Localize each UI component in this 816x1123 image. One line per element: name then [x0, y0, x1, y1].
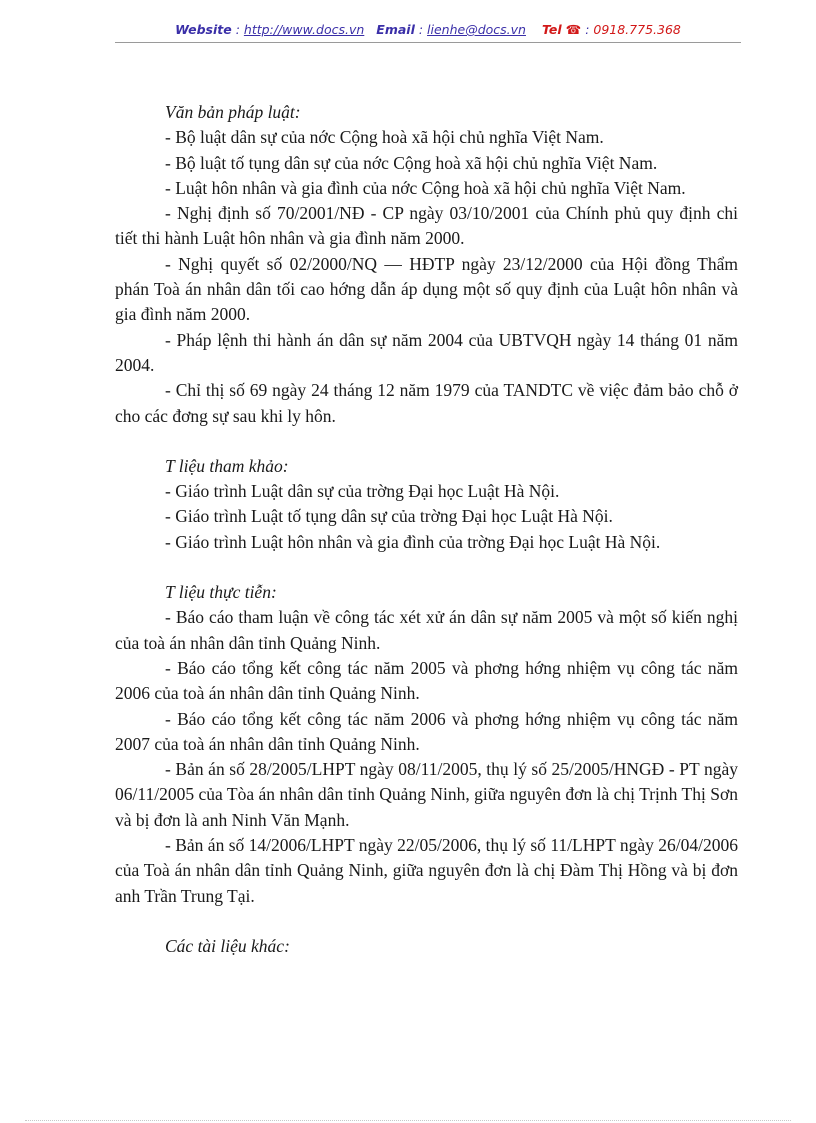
email-label: Email [376, 22, 415, 37]
header-divider [115, 42, 741, 43]
website-label: Website [175, 22, 232, 37]
section-heading-legal: Văn bản pháp luật: [165, 102, 301, 122]
list-item: - Giáo trình Luật tố tụng dân sự của trờng Đại học Luật Hà Nội. [165, 506, 613, 527]
separator: : [418, 22, 428, 37]
list-item: - Báo cáo tham luận về công tác xét xử án dân sự năm 2005 và một số kiến nghị của toà án nhân dân tỉnh Quảng Ninh. [115, 607, 738, 653]
list-item: - Bộ luật dân sự của nớc Cộng hoà xã hội chủ nghĩa Việt Nam. [165, 127, 604, 148]
tel-label: Tel [541, 22, 562, 37]
list-item: - Bộ luật tố tụng dân sự của nớc Cộng hoà xã hội chủ nghĩa Việt Nam. [165, 152, 658, 173]
page-header [115, 22, 741, 42]
website-link[interactable]: http://www.docs.vn [243, 22, 365, 37]
list-item: - Báo cáo tổng kết công tác năm 2005 và phơng hớng nhiệm vụ công tác năm 2006 của toà án nhân dân tỉnh Quảng Ninh. [115, 657, 738, 704]
tel-value: 0918.775.368 [593, 22, 681, 37]
list-item: - Giáo trình Luật dân sự của trờng Đại học Luật Hà Nội. [165, 481, 560, 502]
list-item: - Bản án số 28/2005/LHPT ngày 08/11/2005, thụ lý số 25/2005/HNGĐ - PT ngày 06/11/2005 của Tòa án nhân dân tỉnh Quảng Ninh, giữa nguyên đơn là chị Trịnh Thị Sơn và bị đơn là anh Ninh Văn Mạnh. [115, 759, 738, 830]
list-item: - Pháp lệnh thi hành án dân sự năm 2004 của UBTVQH ngày 14 tháng 01 năm 2004. [115, 329, 738, 375]
list-item: - Bản án số 14/2006/LHPT ngày 22/05/2006, thụ lý số 11/LHPT ngày 26/04/2006 của Toà án nhân dân tỉnh Quảng Ninh, giữa nguyên đơn là chị Đàm Thị Hồng và bị đơn anh Trần Trung Tại. [115, 835, 738, 906]
list-item: - Giáo trình Luật hôn nhân và gia đình của trờng Đại học Luật Hà Nội. [165, 531, 661, 552]
page-footer-divider [25, 1120, 791, 1121]
section-heading-practical: T liệu thực tiễn: [165, 582, 277, 603]
phone-icon: ☎ [565, 22, 582, 37]
list-item: - Báo cáo tổng kết công tác năm 2006 và phơng hớng nhiệm vụ công tác năm 2007 của toà án nhân dân tỉnh Quảng Ninh. [115, 708, 738, 754]
list-item: - Chỉ thị số 69 ngày 24 tháng 12 năm 1979 của TANDTC về việc đảm bảo chỗ ở cho các đơng sự sau khi ly hôn. [115, 380, 738, 426]
separator: : [585, 22, 594, 37]
list-item: - Luật hôn nhân và gia đình của nớc Cộng hoà xã hội chủ nghĩa Việt Nam. [165, 177, 686, 198]
separator: : [235, 22, 244, 37]
list-item: - Nghị định số 70/2001/NĐ - CP ngày 03/10/2001 của Chính phủ quy định chi tiết thi hành Luật hôn nhân và gia đình năm 2000. [115, 203, 738, 249]
email-link[interactable]: lienhe@docs.vn [427, 22, 526, 37]
document-body [115, 100, 738, 959]
section-heading-other: Các tài liệu khác: [165, 935, 290, 956]
section-heading-references: T liệu tham khảo: [165, 455, 289, 476]
list-item: - Nghị quyết số 02/2000/NQ — HĐTP ngày 23/12/2000 của Hội đồng Thẩm phán Toà án nhân dân tối cao hớng dẫn áp dụng một số quy định của Luật hôn nhân và gia đình năm 2000. [115, 253, 738, 325]
